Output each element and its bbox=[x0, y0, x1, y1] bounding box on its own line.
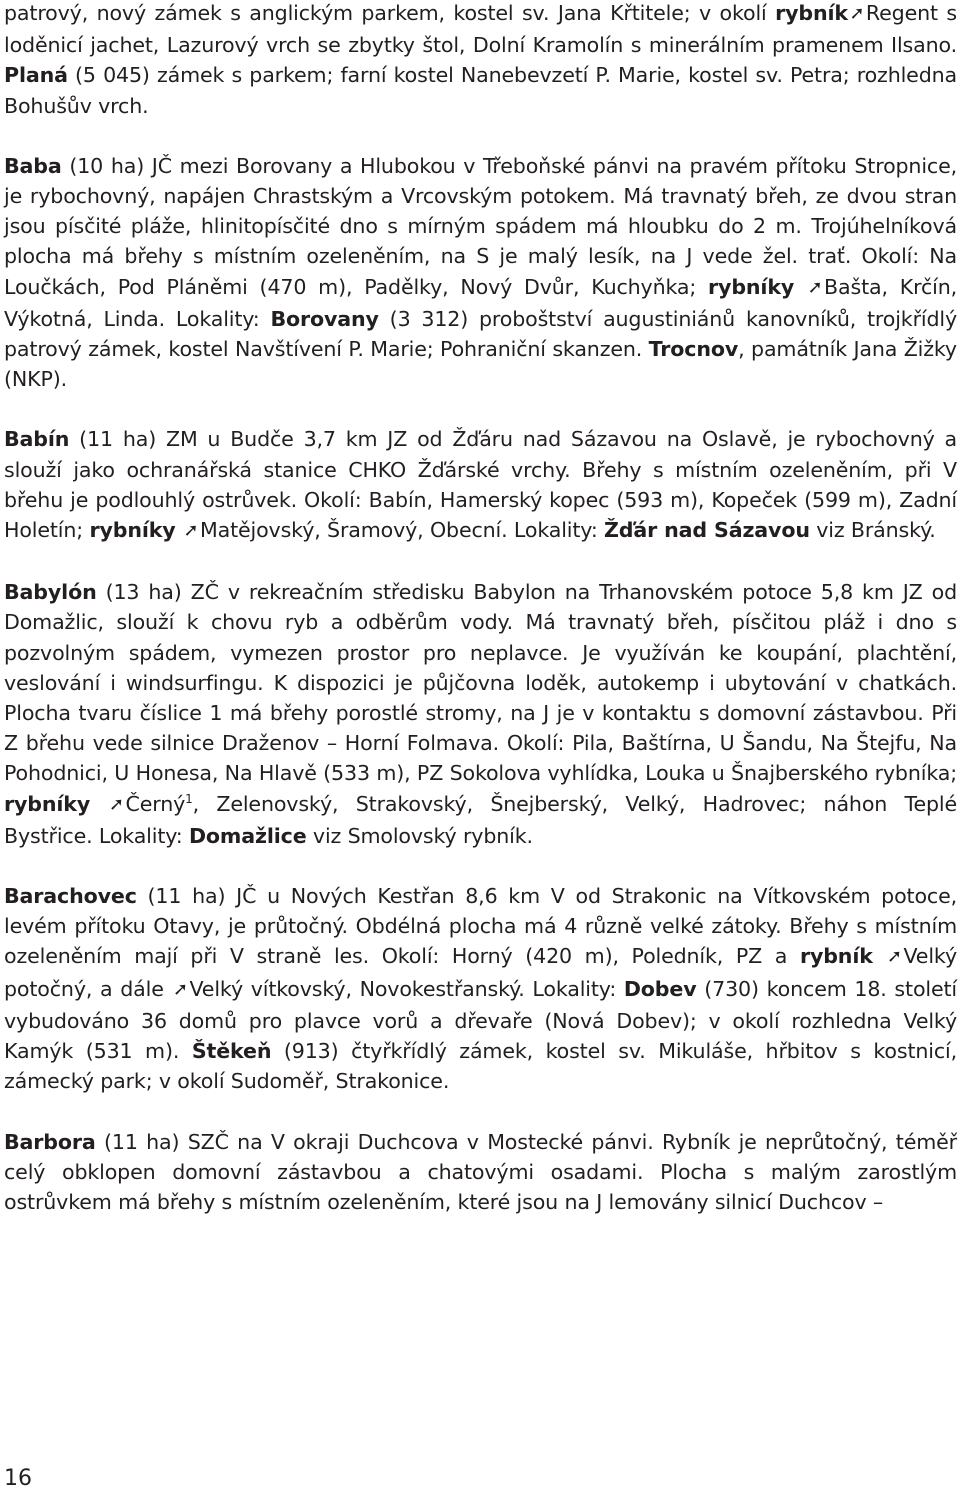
bold-term: rybníky bbox=[4, 791, 91, 816]
text-run bbox=[873, 944, 886, 968]
text-run bbox=[90, 792, 107, 816]
entry-barachovec bbox=[4, 881, 957, 1096]
text-run: (730) koncem 18. století vybudováno 36 domů pro plavce vorů a dřevaře (Nová Dobev); v okolí rozhledna Velký Kamýk (531 m). bbox=[4, 976, 957, 1064]
text-run: (13 ha) ZČ v rekreačním středisku Babylon na Trhanovském potoce 5,8 km JZ od Domažlic, slouží k chovu ryb a odběrům vody. Má travnatý břeh, písčitou pláž i dno s pozvolným spádem, vymezen prostor pro neplavce. Je využíván ke koupání, plachtění, veslování i windsurfingu. K dispozici je půjčovna loděk, autokemp i ubytování v chatkách. Plocha tvaru číslice 1 má břehy porostlé stromy, na J je v kontaktu s domovní zástavbou. Při Z břehu vede silnice Draženov – Horní Folmava. Okolí: Pila, Baštírna, U Šandu, Na Štejfu, Na Pohodnici, U Honesa, Na Hlavě (533 m), PZ Sokolova vyhlídka, Louka u Šnajberského rybníka; bbox=[4, 580, 957, 786]
text-run: (10 ha) JČ mezi Borovany a Hlubokou v Třeboňské pánvi na pravém přítoku Stropnice, je rybochovný, napájen Chrastským a Vrcovským potokem. Má travnatý břeh, ze dvou stran jsou písčité pláže, hlinitopísčité dno s mírným spádem má hloubku do 2 m. Trojúhelníková plocha má břehy s místním ozeleněním, na S je malý lesík, na J vede žel. trať. Okolí: Na Loučkách, Pod Pláněmi (470 m), Padělky, Nový Dvůr, Kuchyňka; bbox=[4, 153, 957, 299]
text-run: Velký vítkovský, Novokestřanský. Lokality: bbox=[189, 976, 624, 1001]
text-run: patrový, nový zámek s anglickým parkem, kostel sv. Jana Křtitele; v okolí bbox=[4, 1, 776, 25]
bold-term: Babín bbox=[4, 427, 70, 452]
bold-term: rybníky bbox=[89, 518, 176, 543]
text-run: (913) čtyřkřídlý zámek, kostel sv. Mikuláše, hřbitov s kostnicí, zámecký park; v okolí Sudoměř, Strakonice. bbox=[4, 1039, 957, 1094]
bold-term: rybník bbox=[775, 1, 848, 25]
entry-babylon bbox=[4, 577, 957, 851]
text-run: Bašta, Krčín, Výkotná, Linda. Lokality: bbox=[4, 274, 957, 331]
bold-term: Baba bbox=[4, 153, 62, 178]
entry-baba bbox=[4, 151, 957, 395]
text-run: , Zelenovský, Strakovský, Šnejberský, Velký, Hadrovec; náhon Teplé Bystřice. Lokality: bbox=[4, 791, 957, 848]
bold-term: rybníky bbox=[708, 274, 795, 299]
text-run: viz Smolovský rybník. bbox=[306, 823, 533, 848]
bold-term: Barachovec bbox=[4, 884, 137, 909]
text-run: (5 045) zámek s parkem; farní kostel Nanebevzetí P. Marie, kostel sv. Petra; rozhledna Bohušův vrch. bbox=[4, 63, 957, 118]
bold-term: Štěkeň bbox=[191, 1039, 272, 1064]
arrow-icon: ➚ bbox=[109, 793, 124, 815]
bold-term: rybník bbox=[799, 944, 873, 969]
entry-babin bbox=[4, 424, 957, 547]
arrow-icon: ➚ bbox=[807, 276, 823, 298]
entry-continued bbox=[4, 0, 957, 121]
page-number: 16 bbox=[4, 1466, 32, 1491]
bold-term: Planá bbox=[4, 63, 68, 88]
bold-term: Žďár nad Sázavou bbox=[604, 518, 810, 543]
text-run: viz Bránský. bbox=[809, 518, 936, 543]
entry-barbora bbox=[4, 1127, 957, 1218]
bold-term: Dobev bbox=[623, 976, 697, 1001]
text-run: Velký potočný, a dále bbox=[4, 944, 957, 1001]
text-run: (11 ha) ZM u Budče 3,7 km JZ od Žďáru nad Sázavou na Oslavě, je rybochovný a slouží jako ochranářská stanice CHKO Žďárské vrchy. Břehy s místním ozeleněním, při V břehu je podlouhlý ostrůvek. Okolí: Babín, Hamerský kopec (593 m), Kopeček (599 m), Zadní Holetín; bbox=[4, 427, 957, 543]
arrow-icon: ➚ bbox=[887, 946, 902, 968]
text-run: Matějovský, Šramový, Obecní. Lokality: bbox=[200, 518, 605, 543]
superscript: 1 bbox=[185, 791, 193, 806]
arrow-icon: ➚ bbox=[173, 978, 188, 1000]
bold-term: Trocnov bbox=[648, 337, 739, 362]
bold-term: Barbora bbox=[4, 1129, 96, 1154]
bold-term: Domažlice bbox=[188, 823, 307, 848]
text-run: Regent s loděnicí jachet, Lazurový vrch se zbytky štol, Dolní Kramolín s minerálním pramenem Ilsano. bbox=[4, 1, 957, 58]
text-page bbox=[4, 0, 957, 1217]
text-run: (3 312) proboštství augustiniánů kanovníků, trojkřídlý patrový zámek, kostel Navštívení P. Marie; Pohraniční skanzen. bbox=[4, 306, 957, 362]
text-run: Černý bbox=[125, 791, 186, 816]
arrow-icon: ➚ bbox=[849, 3, 865, 24]
bold-term: Babylón bbox=[4, 580, 97, 605]
text-run: (11 ha) JČ u Nových Kestřan 8,6 km V od Strakonic na Vítkovském potoce, levém přítoku Otavy, je průtočný. Obdélná plocha má 4 různě velké zátoky. Břehy s místním ozeleněním mají při V straně les. Okolí: Horný (420 m), Poledník, PZ a bbox=[4, 884, 957, 969]
text-run: (11 ha) SZČ na V okraji Duchcova v Mostecké pánvi. Rybník je neprůtočný, téměř celý obklopen domovní zástavbou a chatovými osadami. Plocha s malým zarostlým ostrůvkem má břehy s místním ozeleněním, které jsou na J lemovány silnicí Duchcov – bbox=[4, 1129, 957, 1214]
text-run bbox=[794, 275, 806, 299]
arrow-icon: ➚ bbox=[183, 520, 199, 542]
text-run: , památník Jana Žižky (NKP). bbox=[4, 337, 957, 392]
bold-term: Borovany bbox=[270, 306, 379, 331]
